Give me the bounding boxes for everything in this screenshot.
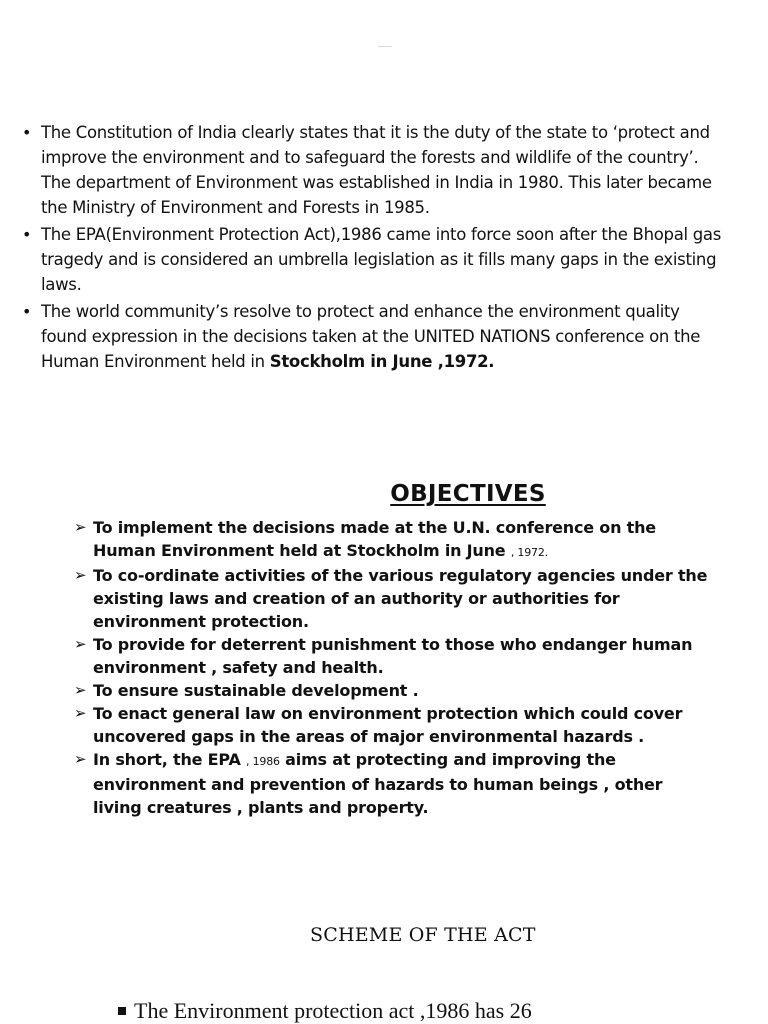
intro-item xyxy=(22,120,722,220)
intro-item xyxy=(22,222,722,297)
square-bullet-icon xyxy=(118,1007,126,1015)
scheme-heading: SCHEME OF THE ACT xyxy=(310,924,536,946)
arrow-bullet-icon: ➢ xyxy=(74,518,87,536)
intro-item-text: The EPA(Environment Protection Act),1986 came into force soon after the Bhopal gas tragedy and is considered an umbrella legislation as it fills many gaps in the existing laws. xyxy=(41,225,722,294)
objective-item xyxy=(74,702,714,748)
objectives-list xyxy=(74,516,714,819)
objective-item-text: To co-ordinate activities of the various regulatory agencies under the existing laws and creation of an authority or authorities for environment protection. xyxy=(93,566,708,631)
arrow-bullet-icon: ➢ xyxy=(74,635,87,653)
top-mark xyxy=(378,46,392,47)
arrow-bullet-icon: ➢ xyxy=(74,704,87,722)
intro-item-text: The world community’s resolve to protect and enhance the environment quality found expression in the decisions taken at the UNITED NATIONS conference on the Human Environment held in xyxy=(41,302,701,371)
scheme-line-text: The Environment protection act ,1986 has 26 xyxy=(134,998,532,1023)
objective-item xyxy=(74,679,714,702)
objective-item xyxy=(74,633,714,679)
intro-bullet-list xyxy=(22,120,722,376)
scheme-bullet-line xyxy=(118,998,532,1024)
intro-item-text: The Constitution of India clearly states that it is the duty of the state to ‘protect and improve the environment and to safeguard the forests and wildlife of the country’. The department of Environment was established in India in 1980. This later became the Ministry of Environment and Forests in 1985. xyxy=(41,123,712,217)
objective-item-text: To enact general law on environment protection which could cover uncovered gaps in the areas of major environmental hazards . xyxy=(93,704,683,746)
intro-item-bold-text: Stockholm in June ,1972. xyxy=(269,352,495,371)
bullet-dot-icon: • xyxy=(22,302,32,321)
bullet-dot-icon: • xyxy=(22,225,32,244)
intro-item xyxy=(22,299,722,374)
arrow-bullet-icon: ➢ xyxy=(74,566,87,584)
objective-item-text: aims at protecting and improving the environment and prevention of hazards to human beings , other living creatures , plants and property. xyxy=(93,750,663,817)
objective-item-text: To provide for deterrent punishment to those who endanger human environment , safety and health. xyxy=(93,635,693,677)
arrow-bullet-icon: ➢ xyxy=(74,681,87,699)
objective-item xyxy=(74,564,714,633)
arrow-bullet-icon: ➢ xyxy=(74,750,87,768)
objective-item-text: To implement the decisions made at the U.N. conference on the Human Environment held at Stockholm in June xyxy=(93,518,656,560)
objective-item xyxy=(74,516,714,564)
objective-item xyxy=(74,748,714,819)
objective-item-small-text: , 1986 xyxy=(246,755,280,768)
objective-item-text: To ensure sustainable development . xyxy=(93,681,419,700)
bullet-dot-icon: • xyxy=(22,123,32,142)
objectives-heading: OBJECTIVES xyxy=(390,481,546,507)
objective-item-text-before: In short, the EPA xyxy=(93,750,247,769)
objective-item-small-text: , 1972. xyxy=(510,546,548,559)
